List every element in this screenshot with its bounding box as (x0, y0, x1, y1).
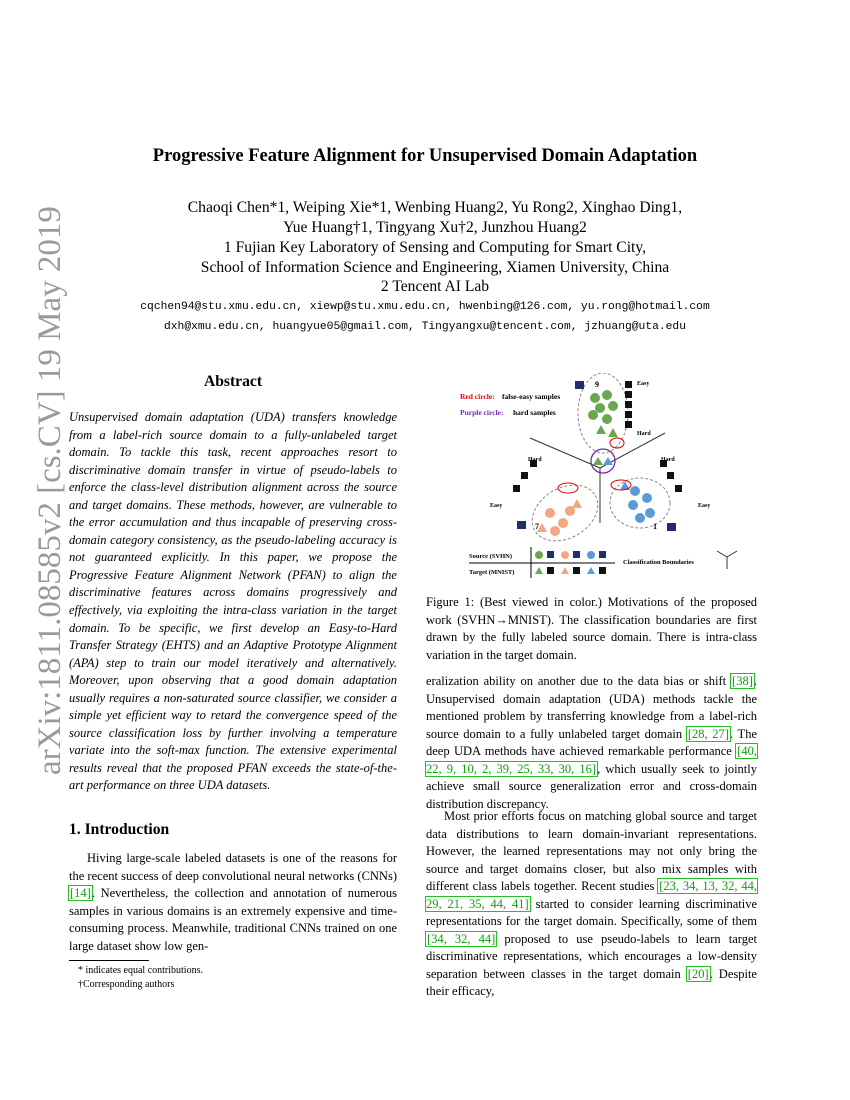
footnote-corresponding: †Corresponding authors (78, 979, 175, 990)
orange-points (537, 499, 582, 536)
green-points (588, 390, 618, 437)
cluster-9 (578, 373, 628, 453)
red-circle-text: false-easy samples (502, 392, 561, 401)
purple-circle-label: Purple circle: (460, 408, 504, 417)
svhn-7-thumb (517, 521, 526, 529)
citation-link[interactable]: [23, 34, 13, 32, 44, 29, 21, 35, 44, 41] (426, 879, 758, 911)
intro-heading: 1. Introduction (69, 821, 170, 838)
red-circle-label: Red circle: (460, 392, 495, 401)
easy-label-top: Easy (637, 381, 650, 387)
legend-source: Source (SVHN) (469, 553, 513, 560)
hard-label-left: Hard (528, 457, 542, 463)
figure-1-diagram (455, 373, 755, 583)
abstract-heading: Abstract (203, 373, 263, 390)
arxiv-identifier: arXiv:1811.08585v2 [cs.CV] 19 May 2019 (32, 206, 68, 775)
emails-line-2: dxh@xmu.edu.cn, huangyue05@gmail.com, Tingyangxu@tencent.com, jzhuang@uta.edu (163, 321, 686, 333)
svhn-1-thumb (667, 523, 676, 531)
digit-9-label: 9 (595, 380, 599, 389)
citation-link[interactable]: [28, 27] (687, 726, 729, 741)
affiliation-2: School of Information Science and Engineering, Xiamen University, China (200, 259, 670, 276)
col2-paragraph-2: Most prior efforts focus on matching global source and target data distributions to learn domain-invariant representations. However, the learned representations may not only bring the source and target domains closer, but also mix samples with different class labels together. Recent studies [23, 34, 13, 32, 44, 29, 21, 35, 44, 41] started to consider learning discriminative representations for the target domain. Specifically, some of them [34, 32, 44] proposed to use pseudo-labels to learn target discriminative representations, which encourages a low-density separation between classes in the target domain [20]. Despite their efficacy, (426, 809, 758, 999)
abstract-text: Unsupervised domain adaptation (UDA) transfers knowledge from a label-rich source domain to a fully-unlabeled target domain. To tackle this task, recent approaches resort to discriminative domain transfer in virtue of pseudo-labels to enforce the class-level distribution alignment across the source and target domains. These methods, however, are vulnerable to the error accumulation and thus incapable of preserving cross-domain category consistency, as the pseudo-labeling accuracy is not guaranteed explicitly. In this paper, we propose the Progressive Feature Alignment Network (PFAN) to align the discriminative features across domains progressively and effectively, via exploiting the intra-class variation in the target domain. To be specific, we first develop an Easy-to-Hard Transfer Strategy (EHTS) and an Adaptive Prototype Alignment (APA) step to train our model iteratively and alternatively. Moreover, upon observing that a good domain adaptation usually requires a non-saturated source classifier, we consider a simple yet efficient way to retard the convergence speed of the source classification loss by further involving a temperature variate into the soft-max function. The extensive experimental results reveal that the proposed PFAN exceeds the state-of-the-art performance on three UDA datasets. (69, 410, 397, 793)
citation-link[interactable]: [14] (70, 886, 91, 901)
blue-points (620, 481, 655, 523)
authors-line-1: Chaoqi Chen*1, Weiping Xie*1, Wenbing Huang2, Yu Rong2, Xinghao Ding1, (187, 199, 683, 216)
citation-link[interactable]: [34, 32, 44] (427, 931, 496, 946)
cluster-7 (522, 474, 608, 552)
intro-paragraph: Hiving large-scale labeled datasets is one of the reasons for the recent success of deep convolutional neural networks (CNNs) [14]. Nevertheless, the collection and annotation of numerous samples in various domains is an extremely expensive and time-consuming process. Meanwhile, traditional CNNs trained on one large dataset show low gen- (69, 851, 397, 953)
hard-label-right: Hard (661, 457, 675, 463)
legend-boundaries: Classification Boundaries (623, 559, 694, 566)
col2-paragraph-1: eralization ability on another due to the data bias or shift [38]. Unsupervised domain adaptation (UDA) methods tackle the mentioned problem by transferring knowledge from a label-rich source domain to a fully unlabeled target domain [28, 27]. The deep UDA methods have achieved remarkable performance [40, 22, 9, 10, 2, 39, 25, 33, 30, 16], which usually seek to jointly achieve small source generalization error and cross-domain distribution discrepancy. (426, 674, 757, 811)
purple-circle-text: hard samples (513, 408, 556, 417)
digit-7-label: 7 (535, 522, 539, 531)
authors-line-2: Yue Huang†1, Tingyang Xu†2, Junzhou Huang2 (283, 219, 587, 236)
affiliation-3: 2 Tencent AI Lab (380, 278, 490, 295)
svhn-9-thumb (575, 381, 584, 389)
easy-label-left: Easy (490, 503, 503, 509)
hard-label-top: Hard (637, 431, 651, 437)
digit-1-label: 1 (653, 522, 657, 531)
affiliation-1: 1 Fujian Key Laboratory of Sensing and Computing for Smart City, (223, 239, 647, 256)
citation-link[interactable]: [38] (732, 674, 753, 688)
citation-link[interactable]: [40, 22, 9, 10, 2, 39, 25, 33, 30, 16] (426, 744, 757, 776)
legend-target: Target (MNIST) (469, 569, 515, 576)
easy-label-right: Easy (698, 503, 711, 509)
figure-1-caption: Figure 1: (Best viewed in color.) Motivations of the proposed work (SVHN→MNIST). The classification boundaries are first drawn by the fully labeled source domain. There is intra-class variation in the target domain. (426, 595, 757, 662)
boundary-line (530, 438, 600, 468)
footnote-rule (69, 960, 149, 961)
emails-line-1: cqchen94@stu.xmu.edu.cn, xiewp@stu.xmu.edu.cn, hwenbing@126.com, yu.rong@hotmail.com (140, 301, 710, 313)
paper-title: Progressive Feature Alignment for Unsupervised Domain Adaptation (152, 146, 698, 166)
citation-link[interactable]: [20] (687, 966, 709, 981)
footnote-equal: * indicates equal contributions. (78, 965, 203, 976)
